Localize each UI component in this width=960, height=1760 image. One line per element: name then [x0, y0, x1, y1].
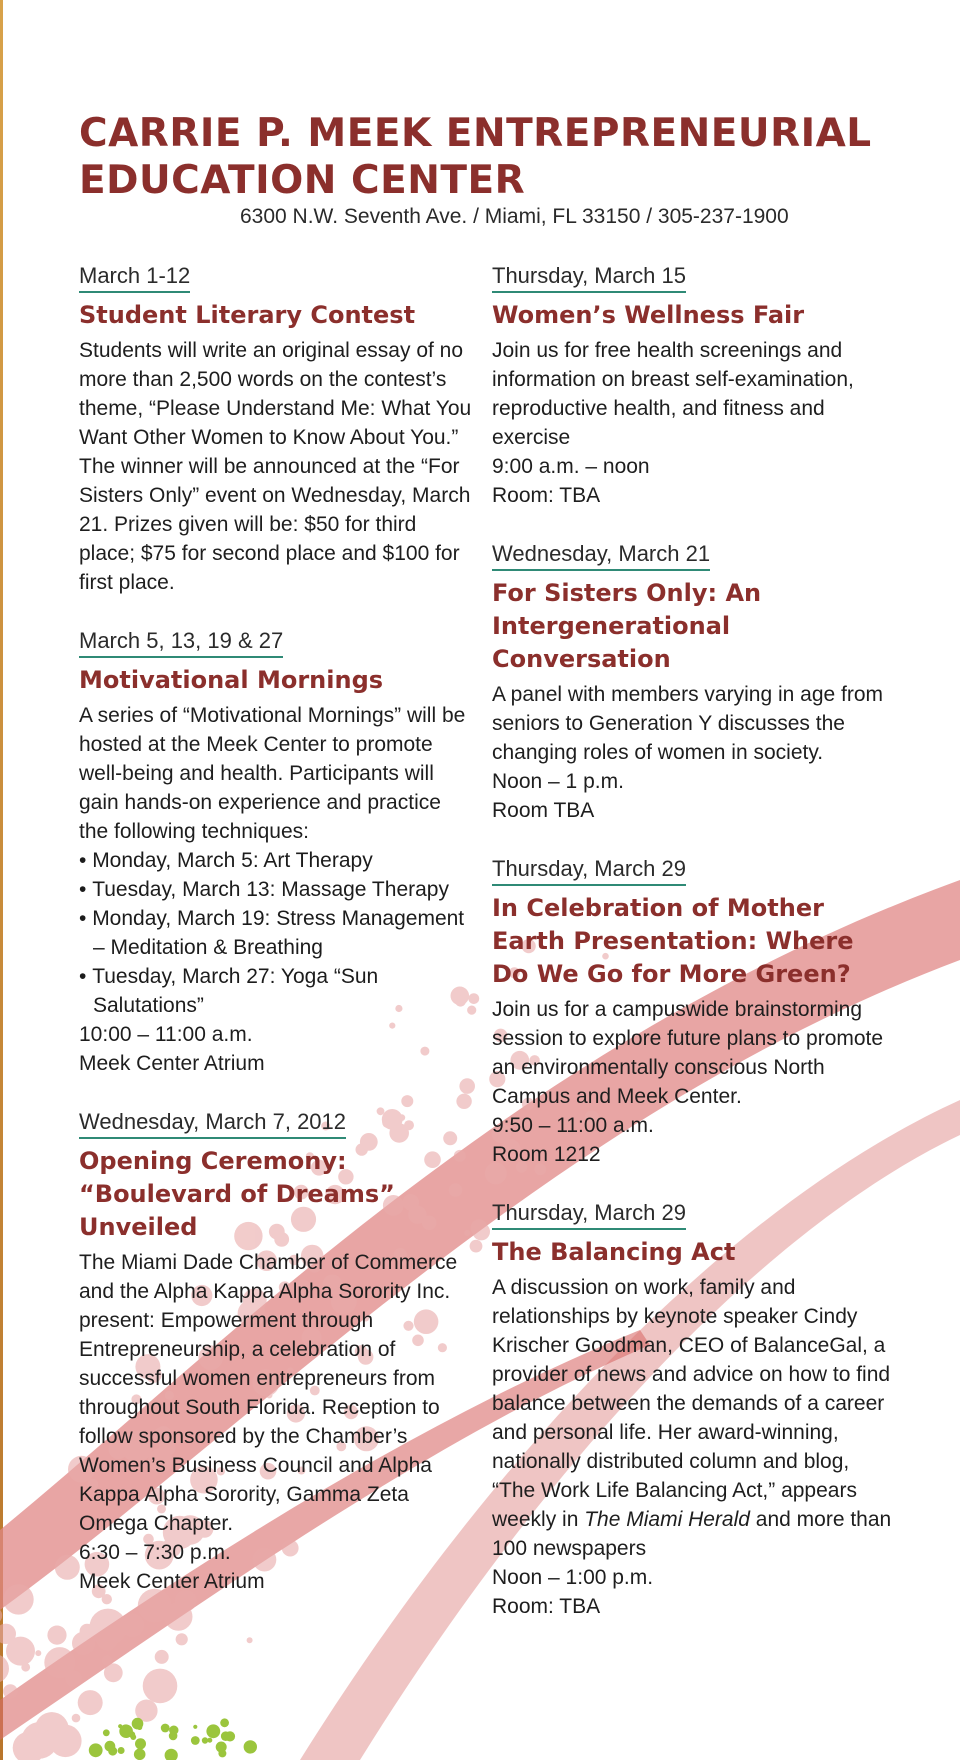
event-location: Room: TBA	[492, 484, 601, 507]
event-date: Wednesday, March 7, 2012	[79, 1108, 346, 1139]
event-balancing-act	[492, 1199, 892, 1621]
event-location: Room TBA	[492, 799, 595, 822]
center-title-line-2: EDUCATION CENTER	[79, 158, 526, 203]
event-title: Women’s Wellness Fair	[492, 301, 805, 329]
event-date: March 1-12	[79, 262, 190, 293]
event-literary-contest	[79, 262, 474, 597]
event-description: Join us for free health screenings and information on breast self-examination, reproductive health, and fitness and exercise	[492, 339, 854, 449]
event-for-sisters-only	[492, 540, 892, 825]
event-date: Thursday, March 29	[492, 855, 686, 886]
event-time: 9:50 – 11:00 a.m.	[492, 1114, 654, 1137]
technique-list	[79, 846, 474, 1020]
event-title: Motivational Mornings	[79, 666, 384, 694]
event-date: Thursday, March 15	[492, 262, 686, 293]
event-wellness-fair	[492, 262, 892, 510]
event-title: In Celebration of Mother Earth Presentation: Where Do We Go for More Green?	[492, 894, 854, 988]
event-mother-earth	[492, 855, 892, 1169]
event-time: 6:30 – 7:30 p.m.	[79, 1541, 231, 1564]
event-time: Noon – 1 p.m.	[492, 770, 624, 793]
event-description: The Miami Dade Chamber of Commerce and the Alpha Kappa Alpha Sorority Inc. present: Empowerment through Entrepreneurship, a celebration of successful women entrepreneurs from throughout South Florida. Reception to follow sponsored by the Chamber’s Women’s Business Council and Alpha Kappa Alpha Sorority, Gamma Zeta Omega Chapter.	[79, 1251, 458, 1535]
technique-item: • Tuesday, March 27: Yoga “Sun Salutations”	[79, 962, 474, 1020]
event-description: A panel with members varying in age from seniors to Generation Y discusses the changing roles of women in society.	[492, 683, 884, 764]
left-column	[79, 262, 474, 1626]
event-location: Room 1212	[492, 1143, 601, 1166]
event-title: Student Literary Contest	[79, 301, 416, 329]
event-date: March 5, 13, 19 & 27	[79, 627, 283, 658]
event-location: Room: TBA	[492, 1595, 601, 1618]
event-time: 10:00 – 11:00 a.m.	[79, 1023, 253, 1046]
event-time: Noon – 1:00 p.m.	[492, 1566, 654, 1589]
event-title: The Balancing Act	[492, 1238, 736, 1266]
event-description: Students will write an original essay of no more than 2,500 words on the contest’s theme, “Please Understand Me: What You Want Other Women to Know About You.” The winner will be announced at the “For Sisters Only” event on Wednesday, March 21. Prizes given will be: $50 for third place; $75 for second place and $100 for first place.	[79, 339, 472, 594]
event-date: Wednesday, March 21	[492, 540, 710, 571]
center-title	[79, 110, 872, 204]
event-date: Thursday, March 29	[492, 1199, 686, 1230]
description-text-end: and more than 100 newspapers	[492, 1508, 892, 1560]
technique-item: • Tuesday, March 13: Massage Therapy	[79, 875, 474, 904]
event-description	[492, 1273, 892, 1563]
event-location: Meek Center Atrium	[79, 1052, 265, 1075]
event-title: Opening Ceremony: “Boulevard of Dreams” Unveiled	[79, 1147, 395, 1241]
description-text: A discussion on work, family and relationships by keynote speaker Cindy Krischer Goodman, CEO of BalanceGal, a provider of news and advice on how to find balance between the demands of a career and personal life. Her award-winning, nationally distributed column and blog, “The Work Life Balancing Act,” appears weekly in	[492, 1276, 891, 1531]
event-opening-ceremony	[79, 1108, 474, 1596]
center-title-line-1: CARRIE P. MEEK ENTREPRENEURIAL	[79, 111, 872, 156]
center-address: 6300 N.W. Seventh Ave. / Miami, FL 33150 / 305-237-1900	[240, 205, 789, 228]
right-column	[492, 262, 892, 1651]
technique-item: • Monday, March 19: Stress Management – Meditation & Breathing	[79, 904, 474, 962]
event-description: Join us for a campuswide brainstorming session to explore future plans to promote an environmentally conscious North Campus and Meek Center.	[492, 998, 884, 1108]
technique-item: • Monday, March 5: Art Therapy	[79, 846, 474, 875]
event-time: 9:00 a.m. – noon	[492, 455, 650, 478]
event-location: Meek Center Atrium	[79, 1570, 265, 1593]
publication-name: The Miami Herald	[584, 1508, 750, 1531]
event-motivational-mornings	[79, 627, 474, 1078]
event-title: For Sisters Only: An Intergenerational Conversation	[492, 579, 762, 673]
event-description: A series of “Motivational Mornings” will be hosted at the Meek Center to promote well-being and health. Participants will gain hands-on experience and practice the following techniques:	[79, 704, 466, 843]
